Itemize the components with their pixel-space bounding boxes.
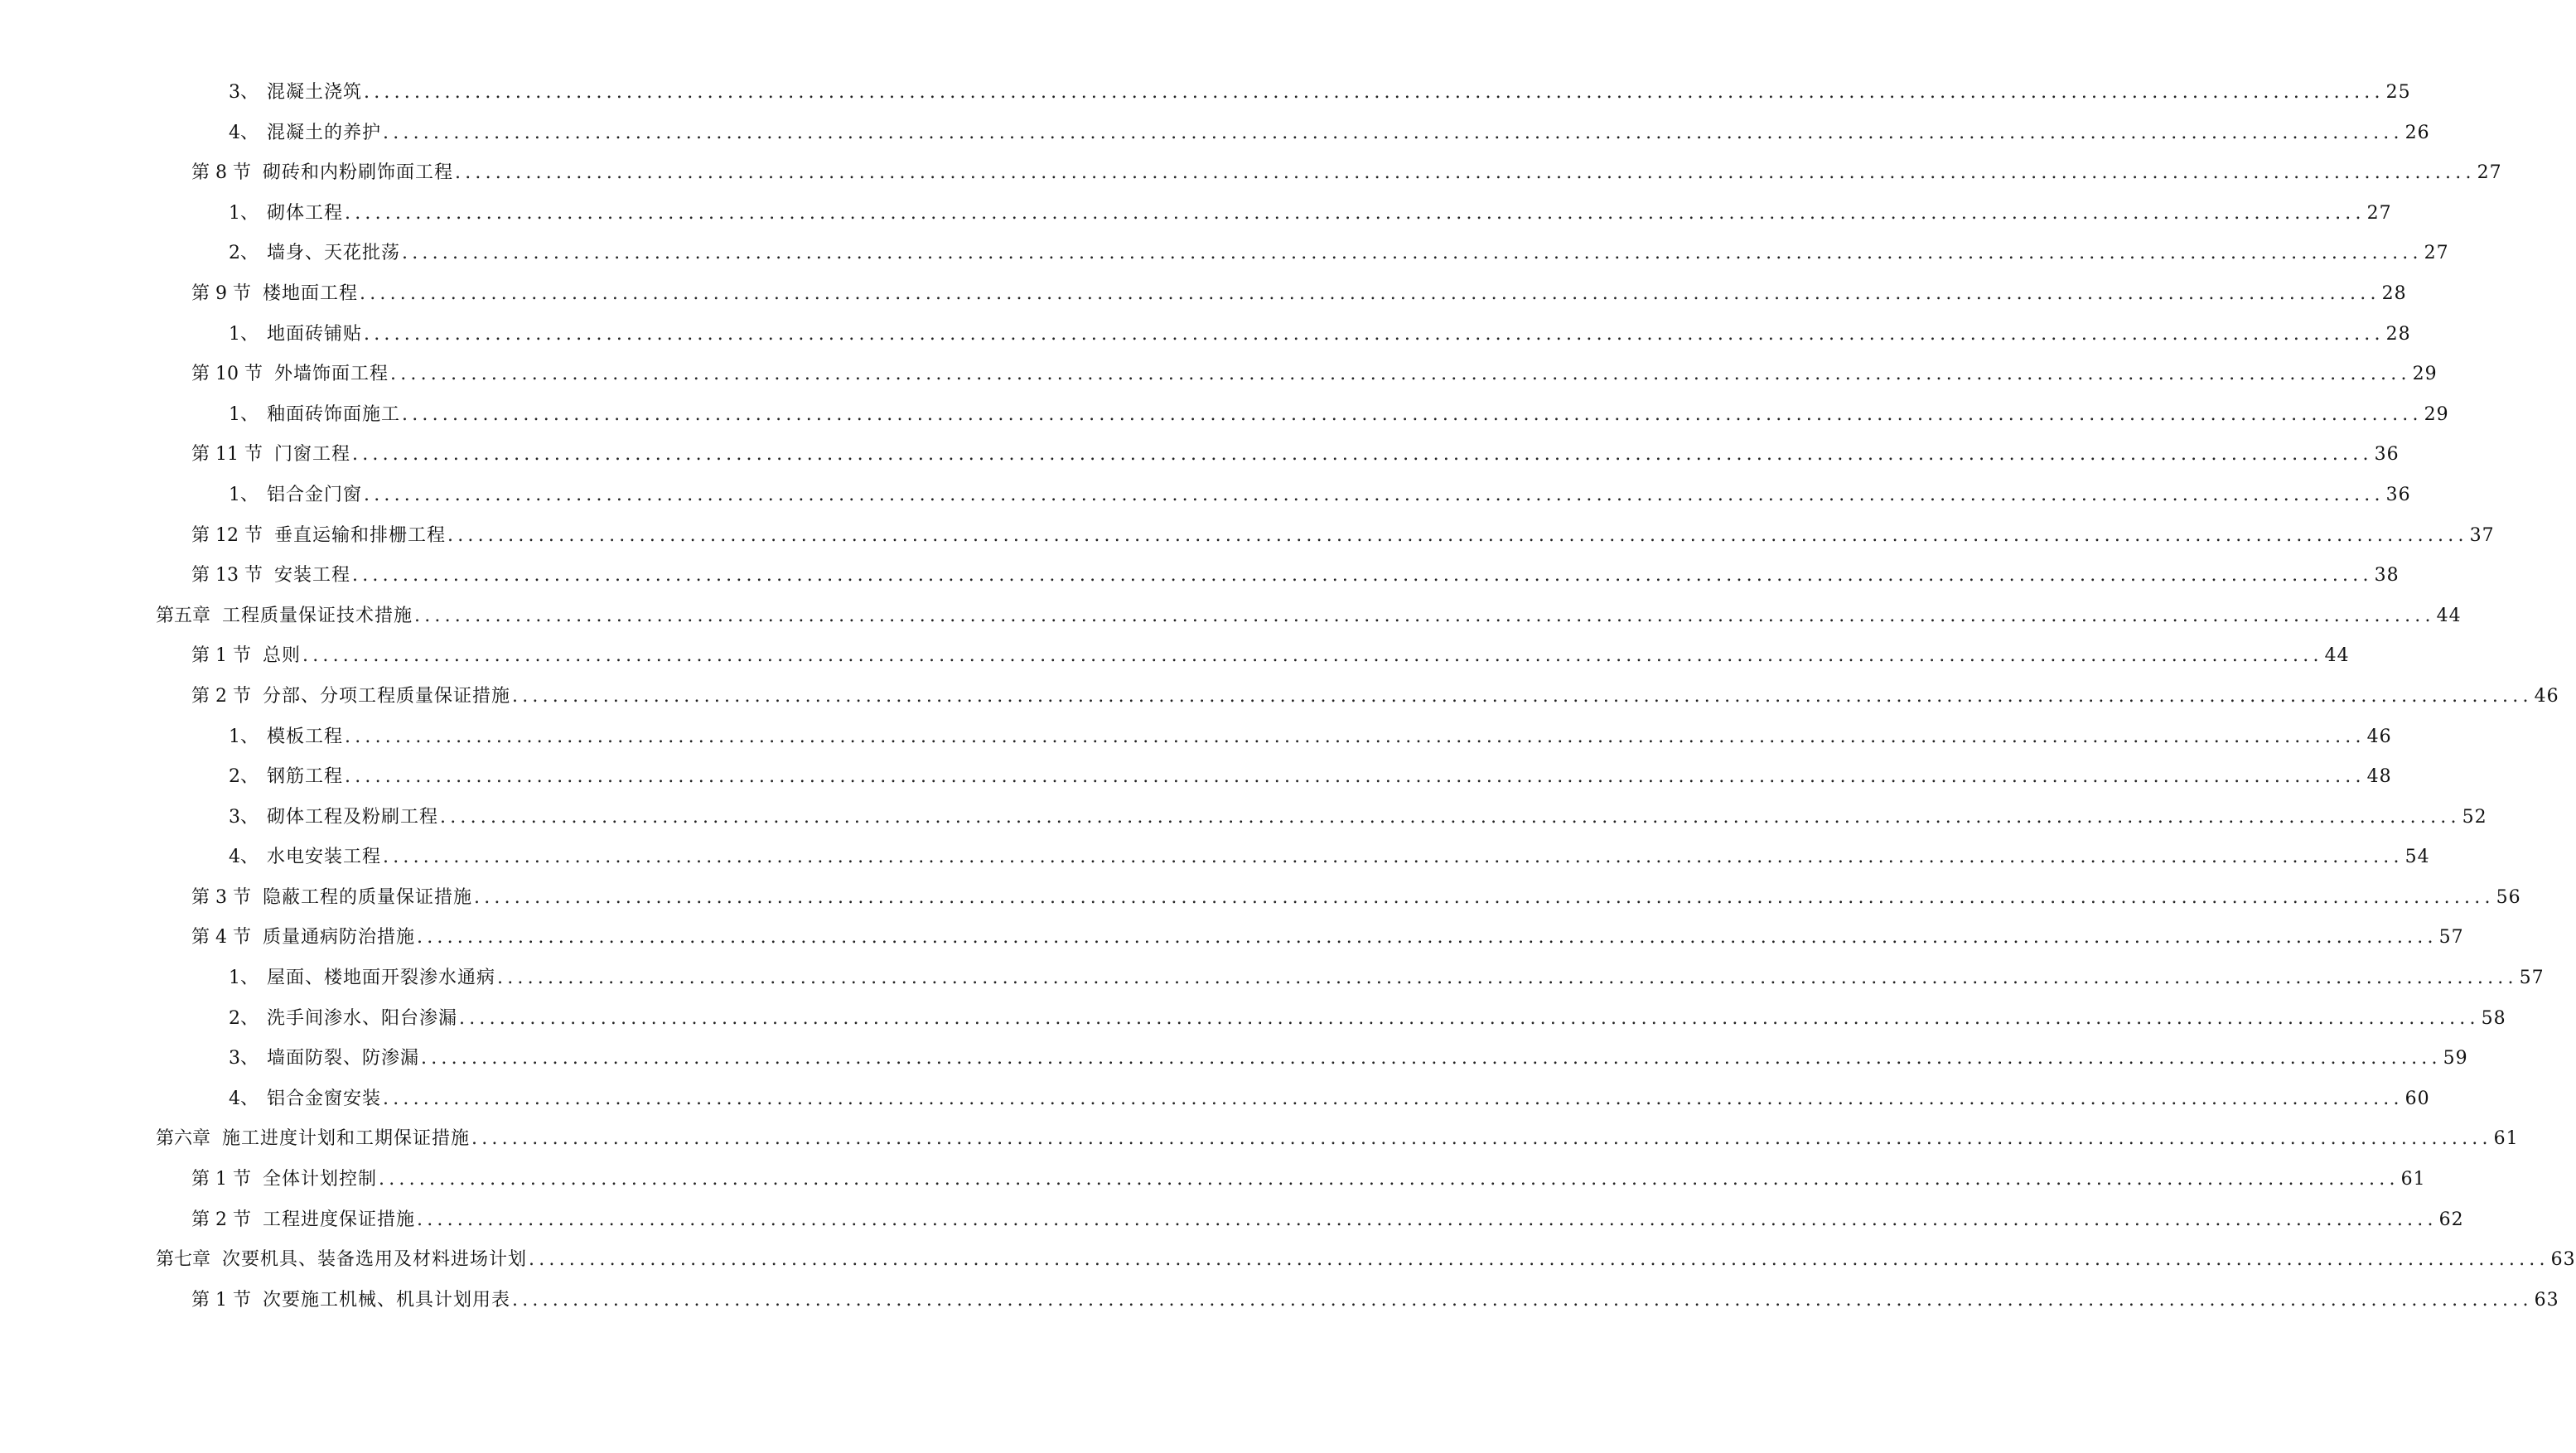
dot-leader: ........................................................................................................................................................................................................ (512, 685, 2533, 707)
toc-entry-page-number: 63 (2550, 1249, 2576, 1271)
toc-entry-number: 第五章 (156, 605, 211, 626)
dot-leader: ........................................................................................................................................................................................................ (383, 847, 2404, 868)
dot-leader: ........................................................................................................................................................................................................ (455, 162, 2476, 184)
toc-entry-number: 第 3 节 (191, 886, 251, 908)
toc-entry-page-number: 38 (2374, 565, 2400, 587)
toc-entry[interactable] (0, 644, 2350, 685)
toc-entry-title: 质量通病防治措施 (262, 927, 415, 949)
dot-leader: ........................................................................................................................................................................................................ (402, 243, 2423, 264)
toc-entry-page-number: 29 (2424, 403, 2449, 425)
toc-entry-page-number: 27 (2366, 202, 2392, 224)
toc-entry[interactable] (0, 564, 2400, 605)
toc-entry-page-number: 61 (2493, 1128, 2519, 1150)
dot-leader: ........................................................................................................................................................................................................ (414, 605, 2435, 626)
toc-entry-number: 1、 (229, 968, 259, 989)
toc-entry-title: 全体计划控制 (262, 1169, 377, 1190)
toc-entry-title: 次要机具、装备选用及材料进场计划 (222, 1249, 528, 1271)
toc-entry-page-number: 44 (2436, 605, 2462, 626)
toc-entry[interactable] (0, 242, 2449, 282)
dot-leader: ........................................................................................................................................................................................................ (345, 766, 2366, 788)
toc-entry[interactable] (0, 484, 2411, 524)
toc-entry[interactable] (0, 122, 2430, 162)
toc-entry-page-number: 54 (2404, 847, 2430, 868)
dot-leader: ........................................................................................................................................................................................................ (417, 927, 2438, 949)
toc-entry-title: 钢筋工程 (267, 766, 344, 788)
toc-entry-number: 2、 (229, 243, 259, 264)
toc-entry[interactable] (0, 323, 2411, 364)
toc-entry-number: 1、 (229, 726, 259, 747)
toc-entry-number: 第 4 节 (191, 927, 251, 949)
toc-entry-number: 4、 (229, 122, 259, 143)
toc-entry[interactable] (0, 282, 2407, 323)
toc-entry-title: 总则 (262, 645, 301, 667)
toc-entry-title: 施工进度计划和工期保证措施 (222, 1128, 471, 1150)
dot-leader: ........................................................................................................................................................................................................ (417, 1209, 2438, 1230)
toc-entry-title: 水电安装工程 (267, 847, 382, 868)
dot-leader: ........................................................................................................................................................................................................ (302, 645, 2323, 667)
toc-entry-title: 地面砖铺贴 (267, 323, 363, 345)
toc-entry[interactable] (0, 1088, 2430, 1128)
dot-leader: ........................................................................................................................................................................................................ (360, 282, 2380, 304)
toc-entry-title: 安装工程 (273, 565, 350, 587)
toc-entry-title: 釉面砖饰面施工 (267, 403, 401, 425)
toc-entry[interactable] (0, 886, 2521, 927)
toc-entry-number: 1、 (229, 323, 259, 345)
toc-entry-number: 第 13 节 (191, 565, 263, 587)
toc-entry[interactable] (0, 1168, 2426, 1209)
toc-entry[interactable] (0, 765, 2392, 806)
toc-entry-page-number: 60 (2404, 1088, 2430, 1109)
toc-entry-page-number: 37 (2469, 524, 2495, 546)
toc-entry-page-number: 62 (2438, 1209, 2464, 1230)
toc-entry-number: 1、 (229, 484, 259, 505)
toc-entry[interactable] (0, 846, 2430, 886)
toc-entry-title: 混凝土浇筑 (267, 82, 363, 103)
toc-entry-page-number: 25 (2385, 82, 2411, 103)
dot-leader: ........................................................................................................................................................................................................ (383, 1088, 2404, 1109)
toc-entry-number: 4、 (229, 1088, 259, 1109)
toc-entry-title: 屋面、楼地面开裂渗水通病 (267, 968, 496, 989)
toc-entry[interactable] (0, 1248, 2576, 1289)
toc-entry-title: 隐蔽工程的质量保证措施 (262, 886, 472, 908)
toc-entry-number: 第六章 (156, 1128, 211, 1150)
dot-leader: ........................................................................................................................................................................................................ (471, 1128, 2492, 1150)
toc-entry[interactable] (0, 605, 2462, 645)
toc-entry-page-number: 28 (2385, 323, 2411, 345)
dot-leader: ........................................................................................................................................................................................................ (352, 444, 2373, 466)
toc-entry-title: 洗手间渗水、阳台渗漏 (267, 1007, 458, 1029)
toc-entry-number: 3、 (229, 82, 259, 103)
toc-entry[interactable] (0, 1289, 2559, 1330)
toc-entry-number: 第 2 节 (191, 1209, 251, 1230)
dot-leader: ........................................................................................................................................................................................................ (512, 1289, 2533, 1311)
toc-entry-number: 第 1 节 (191, 645, 251, 667)
toc-entry[interactable] (0, 1007, 2506, 1048)
toc-entry[interactable] (0, 1127, 2519, 1168)
toc-entry-title: 铝合金门窗 (267, 484, 363, 505)
toc-entry-title: 砌砖和内粉刷饰面工程 (262, 162, 453, 184)
toc-entry-title: 砌体工程 (267, 202, 344, 224)
toc-entry-page-number: 28 (2381, 282, 2407, 304)
toc-entry-number: 第 10 节 (191, 364, 263, 385)
dot-leader: ........................................................................................................................................................................................................ (364, 323, 2385, 345)
toc-entry[interactable] (0, 685, 2559, 726)
toc-entry-title: 工程质量保证技术措施 (222, 605, 413, 626)
toc-entry-title: 分部、分项工程质量保证措施 (262, 685, 510, 707)
toc-entry-number: 第 11 节 (191, 444, 263, 466)
dot-leader: ........................................................................................................................................................................................................ (497, 968, 2518, 989)
toc-entry-title: 垂直运输和排栅工程 (273, 524, 446, 546)
toc-entry-title: 砌体工程及粉刷工程 (267, 806, 439, 828)
toc-entry-page-number: 63 (2534, 1289, 2559, 1311)
toc-entry-title: 铝合金窗安装 (267, 1088, 382, 1109)
dot-leader: ........................................................................................................................................................................................................ (474, 886, 2495, 908)
toc-entry-page-number: 59 (2443, 1048, 2468, 1069)
toc-entry-number: 2、 (229, 1007, 259, 1029)
toc-entry-title: 模板工程 (267, 726, 344, 747)
toc-entry-page-number: 48 (2366, 766, 2392, 788)
toc-entry-title: 外墙饰面工程 (273, 364, 389, 385)
toc-entry-number: 第 1 节 (191, 1289, 251, 1311)
toc-entry-title: 工程进度保证措施 (262, 1209, 415, 1230)
toc-entry-page-number: 56 (2496, 886, 2521, 908)
toc-entry[interactable] (0, 202, 2392, 243)
toc-entry-page-number: 57 (2438, 927, 2464, 949)
toc-entry-page-number: 58 (2481, 1007, 2506, 1029)
toc-entry[interactable] (0, 363, 2438, 403)
toc-entry[interactable] (0, 806, 2487, 847)
toc-entry-page-number: 36 (2374, 444, 2400, 466)
toc-entry-number: 第 9 节 (191, 282, 251, 304)
toc-entry[interactable] (0, 443, 2400, 484)
toc-entry-title: 门窗工程 (273, 444, 350, 466)
toc-entry-title: 次要施工机械、机具计划用表 (262, 1289, 510, 1311)
toc-list (0, 81, 2576, 1329)
toc-entry[interactable] (0, 403, 2449, 444)
toc-entry-title: 墙面防裂、防渗漏 (267, 1048, 420, 1069)
toc-entry-number: 第 12 节 (191, 524, 263, 546)
toc-entry-page-number: 27 (2477, 162, 2502, 184)
dot-leader: ........................................................................................................................................................................................................ (529, 1249, 2549, 1271)
toc-entry-number: 第 2 节 (191, 685, 251, 707)
dot-leader: ........................................................................................................................................................................................................ (459, 1007, 2480, 1029)
toc-entry[interactable] (0, 726, 2392, 766)
toc-entry[interactable] (0, 926, 2464, 967)
toc-entry[interactable] (0, 1209, 2464, 1249)
dot-leader: ........................................................................................................................................................................................................ (390, 364, 2411, 385)
dot-leader: ........................................................................................................................................................................................................ (364, 82, 2385, 103)
toc-entry[interactable] (0, 524, 2495, 565)
toc-entry-page-number: 36 (2385, 484, 2411, 505)
toc-entry-number: 4、 (229, 847, 259, 868)
toc-entry[interactable] (0, 1047, 2468, 1088)
toc-entry-number: 第七章 (156, 1249, 211, 1271)
dot-leader: ........................................................................................................................................................................................................ (447, 524, 2468, 546)
toc-entry-page-number: 52 (2462, 806, 2487, 828)
table-of-contents (0, 81, 2576, 1329)
toc-entry-page-number: 61 (2400, 1169, 2426, 1190)
toc-entry-number: 3、 (229, 1048, 259, 1069)
toc-entry-number: 1、 (229, 202, 259, 224)
toc-entry-number: 3、 (229, 806, 259, 828)
toc-entry[interactable] (0, 162, 2502, 202)
dot-leader: ........................................................................................................................................................................................................ (440, 806, 2461, 828)
toc-entry-title: 楼地面工程 (262, 282, 358, 304)
dot-leader: ........................................................................................................................................................................................................ (379, 1169, 2400, 1190)
toc-entry-number: 1、 (229, 403, 259, 425)
toc-entry-number: 第 1 节 (191, 1169, 251, 1190)
toc-entry-page-number: 27 (2424, 243, 2449, 264)
dot-leader: ........................................................................................................................................................................................................ (383, 122, 2404, 143)
toc-entry-page-number: 26 (2404, 122, 2430, 143)
toc-entry-page-number: 29 (2412, 364, 2438, 385)
toc-entry-page-number: 44 (2324, 645, 2350, 667)
toc-entry[interactable] (0, 81, 2411, 122)
dot-leader: ........................................................................................................................................................................................................ (364, 484, 2385, 505)
toc-entry[interactable] (0, 967, 2545, 1007)
toc-entry-page-number: 46 (2366, 726, 2392, 747)
toc-entry-page-number: 46 (2534, 685, 2559, 707)
dot-leader: ........................................................................................................................................................................................................ (421, 1048, 2442, 1069)
dot-leader: ........................................................................................................................................................................................................ (402, 403, 2423, 425)
dot-leader: ........................................................................................................................................................................................................ (345, 202, 2366, 224)
toc-entry-title: 混凝土的养护 (267, 122, 382, 143)
toc-entry-number: 2、 (229, 766, 259, 788)
toc-entry-title: 墙身、天花批荡 (267, 243, 401, 264)
dot-leader: ........................................................................................................................................................................................................ (345, 726, 2366, 747)
toc-entry-page-number: 57 (2519, 968, 2545, 989)
dot-leader: ........................................................................................................................................................................................................ (352, 565, 2373, 587)
toc-entry-number: 第 8 节 (191, 162, 251, 184)
